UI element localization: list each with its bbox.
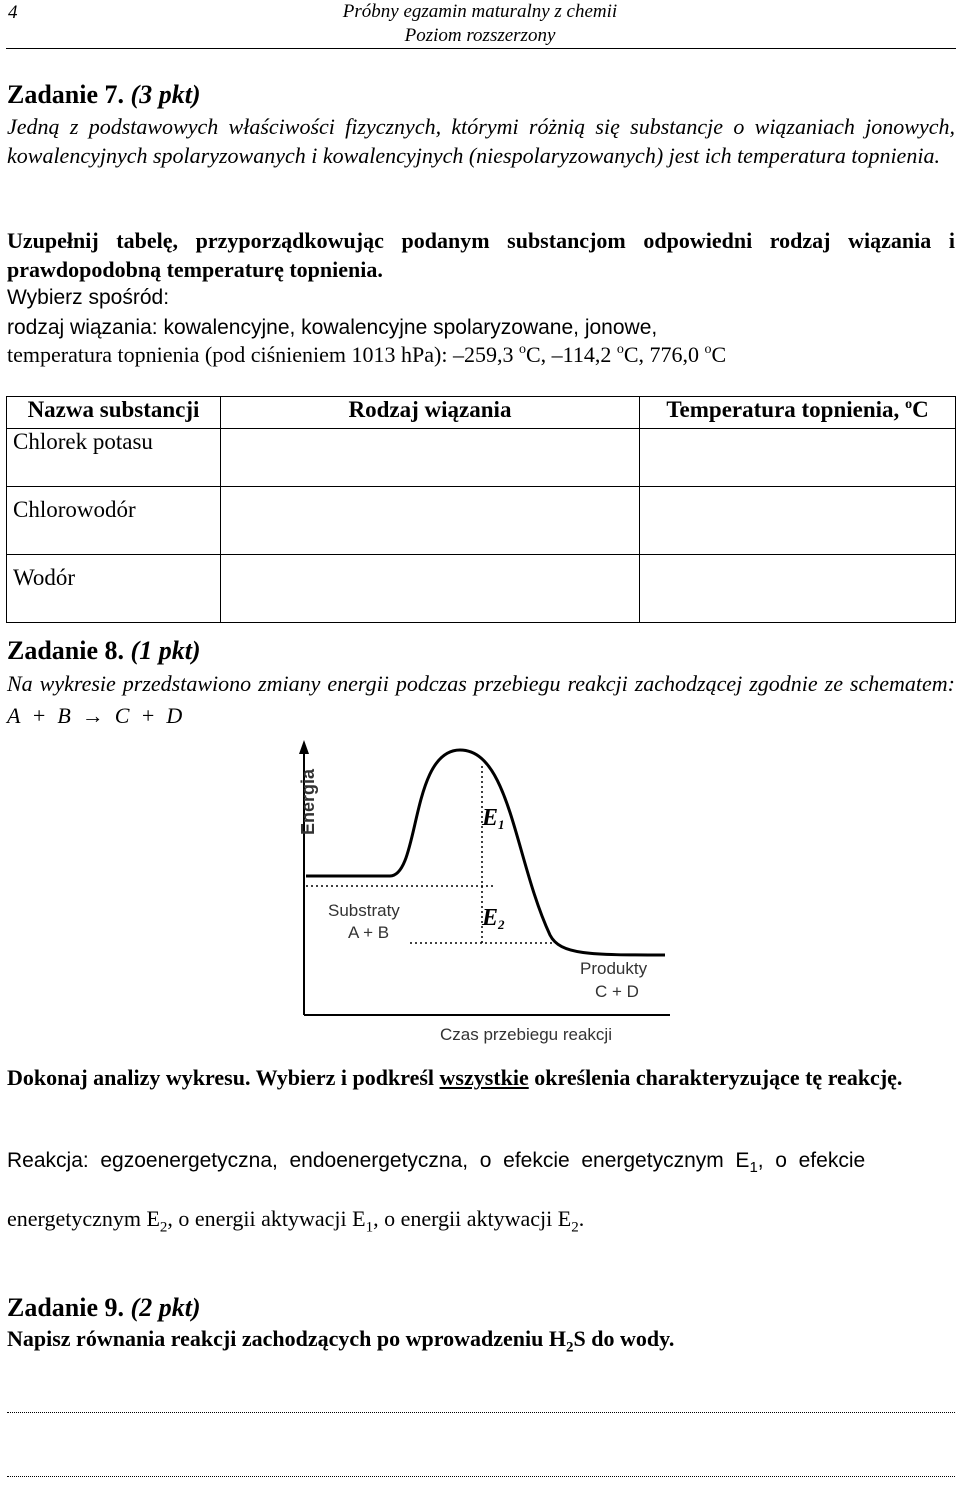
- task8-label: Zadanie 8.: [7, 636, 125, 665]
- unit: C: [711, 342, 727, 367]
- x-axis-label: Czas przebiegu reakcji: [440, 1025, 612, 1044]
- task9-label: Zadanie 9.: [7, 1293, 125, 1322]
- task8-options-line2: [7, 1206, 584, 1236]
- option-list-1-tail[interactable]: , o efekcie: [757, 1149, 866, 1172]
- answer-line[interactable]: [7, 1474, 955, 1477]
- header-title: Próbny egzamin maturalny z chemii: [342, 1, 618, 22]
- scheme-b: B: [57, 703, 71, 728]
- answer-line[interactable]: [7, 1410, 955, 1413]
- task8-instruction-b: określenia charakteryzujące tę reakcję.: [534, 1065, 903, 1090]
- e1-subscript: 1: [498, 817, 505, 832]
- temp-option-1: –259,3: [452, 342, 514, 367]
- bond-cell[interactable]: [221, 555, 640, 623]
- deg-symbol: o: [616, 342, 624, 357]
- option-activation-e2[interactable]: , o energii aktywacji E: [373, 1206, 572, 1231]
- option-effect-e2[interactable]: energetycznym E: [7, 1206, 160, 1231]
- deg-symbol: o: [905, 397, 913, 412]
- period: .: [578, 1206, 585, 1231]
- task8-instruction-a: Dokonaj analizy wykresu. Wybierz i podkreśl: [7, 1065, 435, 1090]
- table-row: [7, 555, 956, 623]
- substance-name: Chlorek potasu: [7, 429, 221, 487]
- task8-title: [7, 636, 201, 666]
- scheme-plus: +: [31, 703, 47, 728]
- temp-options-label: temperatura topnienia (pod ciśnieniem 1013 hPa):: [7, 342, 448, 367]
- table-row: [7, 429, 956, 487]
- task8-points: (1 pkt): [130, 636, 201, 665]
- arrow-icon: →: [81, 703, 104, 728]
- bond-options-list: kowalencyjne, kowalencyjne spolaryzowane, jonowe,: [163, 316, 658, 339]
- task7-points: (3 pkt): [130, 80, 201, 109]
- scheme-c: C: [114, 703, 130, 728]
- bond-cell[interactable]: [221, 429, 640, 487]
- task7-intro: Jedną z podstawowych właściwości fizycznych, którymi różnią się substancje o wiązaniach jonowych, kowalencyjnych spolaryzowanych i kowalencyjnych (niespolaryzowanych) jest ich temperatura topnienia.: [7, 114, 955, 168]
- header-bond: Rodzaj wiązania: [221, 397, 640, 429]
- sub-1: 1: [749, 1159, 758, 1177]
- unit: C: [623, 342, 639, 367]
- deg-symbol: o: [518, 342, 526, 357]
- e2-subscript: 2: [498, 917, 505, 932]
- table-row: [7, 487, 956, 555]
- temp-option-3: 776,0: [649, 342, 700, 367]
- scheme-a: A: [7, 703, 21, 728]
- temp-cell[interactable]: [640, 429, 956, 487]
- temp-cell[interactable]: [640, 555, 956, 623]
- option-activation-e1[interactable]: , o energii aktywacji E: [167, 1206, 366, 1231]
- y-axis-label: Energia: [298, 768, 318, 835]
- scheme-plus: +: [140, 703, 156, 728]
- header-divider: [6, 48, 956, 49]
- task8-instruction-underlined: wszystkie: [439, 1065, 529, 1090]
- task8-options-line1: [7, 1149, 955, 1176]
- substance-name: Chlorowodór: [7, 487, 221, 555]
- page-number: 4: [8, 2, 18, 23]
- y-axis-arrow: [299, 740, 309, 754]
- task9-title: [7, 1293, 201, 1323]
- page-header: [0, 0, 960, 48]
- deg-symbol: o: [704, 342, 712, 357]
- substance-table: [6, 396, 956, 623]
- e2-letter: E: [482, 905, 499, 931]
- task9-instruction-a: Napisz równania reakcji zachodzących po wprowadzeniu H: [7, 1326, 566, 1351]
- sub-2: 2: [159, 1219, 168, 1236]
- task8-intro: [7, 668, 955, 732]
- task7-bond-options: [7, 316, 657, 340]
- task7-title: [7, 80, 201, 110]
- task9-points: (2 pkt): [130, 1293, 201, 1322]
- bond-options-label: rodzaj wiązania:: [7, 316, 158, 339]
- products-label: Produkty: [580, 959, 648, 978]
- task9-instruction: [7, 1326, 674, 1356]
- e1-label: [481, 805, 505, 832]
- reactants-label: Substraty: [328, 901, 400, 920]
- unit: C: [525, 342, 541, 367]
- task7-temp-options: temperatura topnienia (pod ciśnieniem 1013 hPa): –259,3 $^o$C, –114,2 $^o$C, 776,0 $^o$C: [7, 342, 727, 367]
- temp-cell[interactable]: [640, 487, 956, 555]
- table-header-row: [7, 397, 956, 429]
- task8-instruction: [7, 1063, 955, 1092]
- option-list-1[interactable]: Reakcja: egzoenergetyczna, endoenergetyczna, o efekcie energetycznym E: [7, 1149, 750, 1172]
- task7-choose-label: Wybierz spośród:: [7, 286, 170, 309]
- sub-2: 2: [565, 1339, 574, 1356]
- unit: C: [912, 397, 929, 422]
- energy-diagram: [270, 730, 690, 1050]
- sub-2: 2: [571, 1219, 579, 1236]
- sub-1: 1: [365, 1219, 374, 1236]
- products-formula: C + D: [595, 982, 639, 1001]
- header-name: Nazwa substancji: [7, 397, 221, 429]
- e2-label: [481, 905, 505, 932]
- e1-letter: E: [482, 805, 499, 831]
- task9-instruction-b: S do wody.: [573, 1326, 675, 1351]
- header-temp-label: Temperatura topnienia,: [666, 397, 906, 422]
- bond-cell[interactable]: [221, 487, 640, 555]
- substance-name: Wodór: [7, 555, 221, 623]
- header-subtitle: Poziom rozszerzony: [404, 25, 556, 46]
- reactants-formula: A + B: [348, 923, 390, 942]
- task8-intro-text: Na wykresie przedstawiono zmiany energii podczas przebiegu reakcji zachodzącej zgodnie ze schematem:: [7, 671, 955, 696]
- scheme-d: D: [166, 703, 183, 728]
- header-temp: [640, 397, 956, 429]
- task7-label: Zadanie 7.: [7, 80, 125, 109]
- temp-option-2: –114,2: [551, 342, 612, 367]
- task7-instruction: Uzupełnij tabelę, przyporządkowując podanym substancjom odpowiedni rodzaj wiązania i prawdopodobną temperaturę topnienia.: [7, 228, 955, 282]
